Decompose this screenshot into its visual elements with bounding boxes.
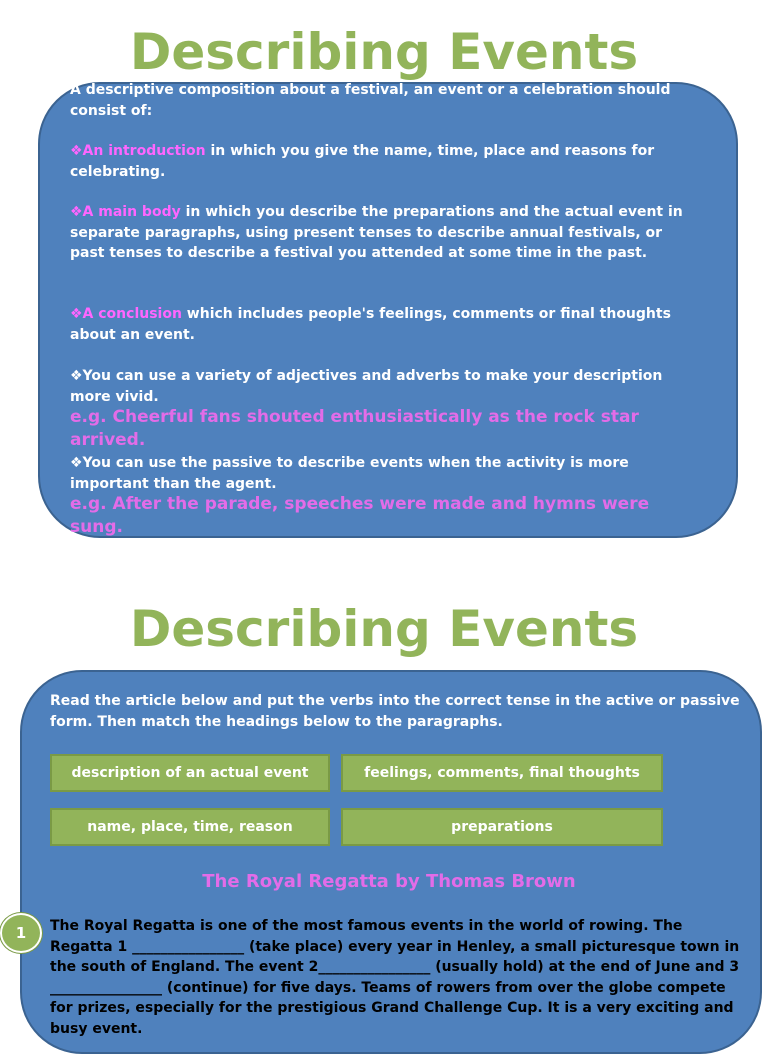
- bullet-introduction-term: ❖An introduction: [70, 143, 206, 159]
- heading-card-actual-event[interactable]: description of an actual event: [50, 754, 330, 792]
- bullet-passive: ❖You can use the passive to describe events when the activity is more important than the agent.: [70, 455, 629, 492]
- intro-text: A descriptive composition about a festival, an event or a celebration should consist of:: [70, 82, 671, 119]
- slide-2-title: Describing Events: [129, 600, 639, 658]
- article-paragraph-1: The Royal Regatta is one of the most famous events in the world of rowing. The Regatta 1 ________________ (take place) every year in Henley, a small picturesque town in the south of England. The event 2________________ (usually hold) at the end of June and 3 ________________ (continue) for five days. Teams of rowers from over the globe compete for prizes, especially for the prestigious Grand Challenge Cup. It is a very exciting and busy event.: [50, 918, 740, 1037]
- bullet-introduction: [70, 141, 700, 182]
- heading-card-feelings[interactable]: feelings, comments, final thoughts: [341, 754, 663, 792]
- bullet-main-body-text: in which you describe the preparations and the actual event in separate paragraphs, using present tenses to describe annual festivals, or past tenses to describe a festival you attended at some time in the past.: [70, 204, 683, 261]
- bullet-introduction-text: in which you give the name, time, place and reasons for celebrating.: [70, 143, 655, 180]
- bullet-adjectives: ❖You can use a variety of adjectives and adverbs to make your description more vivid.: [70, 368, 663, 405]
- paragraph-number-badge: 1: [0, 913, 42, 953]
- article-title: The Royal Regatta by Thomas Brown: [202, 871, 576, 892]
- bullet-main-body: [70, 202, 700, 264]
- example-passive: e.g. After the parade, speeches were made and hymns were sung.: [70, 494, 650, 537]
- bullet-conclusion: [70, 304, 700, 345]
- heading-card-preparations[interactable]: preparations: [341, 808, 663, 846]
- heading-card-name-place[interactable]: name, place, time, reason: [50, 808, 330, 846]
- instructions-text: Read the article below and put the verbs into the correct tense in the active or passive form. Then match the headings below to the paragraphs.: [50, 693, 740, 730]
- bullet-conclusion-text: which includes people's feelings, comments or final thoughts about an event.: [70, 306, 671, 343]
- bullet-conclusion-term: ❖A conclusion: [70, 306, 182, 322]
- slide-1-title: Describing Events: [129, 23, 639, 81]
- bullet-main-body-term: ❖A main body: [70, 204, 181, 220]
- example-adjectives: e.g. Cheerful fans shouted enthusiastically as the rock star arrived.: [70, 407, 639, 450]
